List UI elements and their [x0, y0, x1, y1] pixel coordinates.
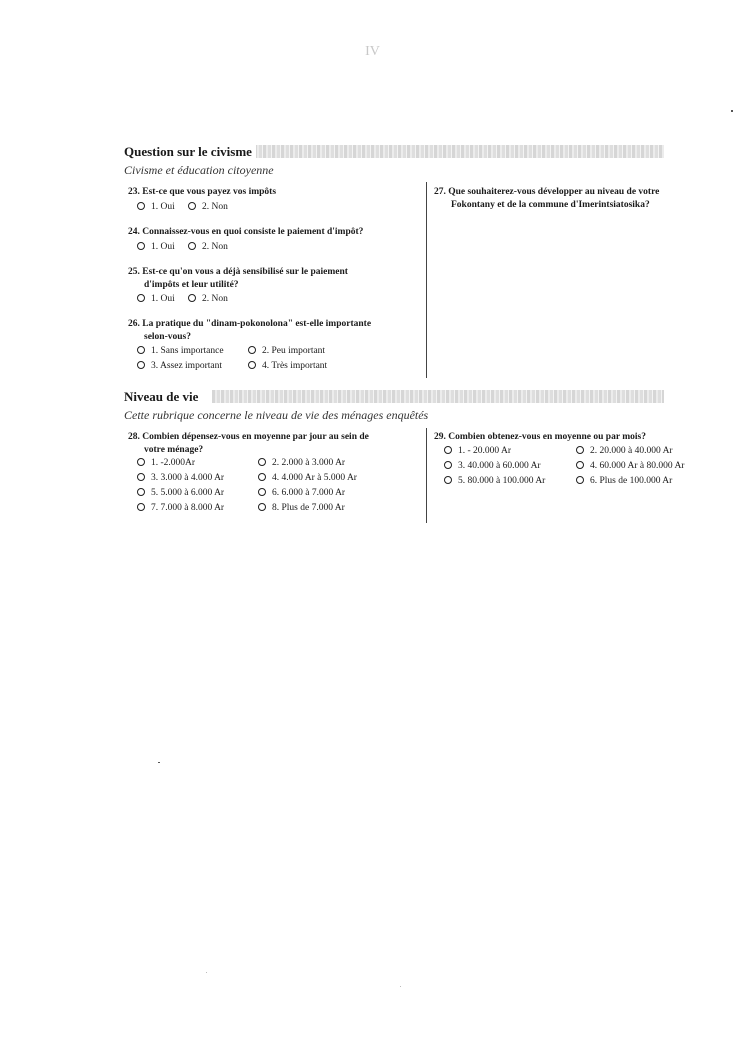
option-label: 3. 40.000 à 60.000 Ar	[458, 461, 541, 471]
option[interactable]	[258, 472, 357, 485]
option-label: 2. 20.000 à 40.000 Ar	[590, 446, 673, 456]
page-number: IV	[365, 44, 380, 59]
question-26	[128, 318, 418, 344]
option-label: 1. Oui	[151, 294, 175, 304]
radio-icon[interactable]	[576, 461, 584, 469]
radio-icon[interactable]	[137, 473, 145, 481]
option-label: 1. - 20.000 Ar	[458, 446, 512, 456]
radio-icon[interactable]	[576, 446, 584, 454]
section-subtitle: Cette rubrique concerne le niveau de vie des ménages enquêtés	[124, 408, 429, 422]
option-label: 2. Non	[202, 202, 228, 212]
option[interactable]	[188, 293, 228, 306]
radio-icon[interactable]	[248, 346, 256, 354]
option[interactable]	[188, 241, 228, 254]
option[interactable]	[137, 457, 195, 470]
option[interactable]	[137, 345, 224, 358]
option-label: 1. Sans importance	[151, 346, 224, 356]
question-24: 24. Connaissez-vous en quoi consiste le paiement d'impôt?	[128, 227, 364, 237]
option-label: 2. Peu important	[262, 346, 326, 356]
section-subtitle: Civisme et éducation citoyenne	[124, 163, 274, 177]
option-label: 1. Oui	[151, 202, 175, 212]
column-divider	[426, 182, 427, 378]
scan-speck	[731, 110, 733, 112]
option[interactable]	[444, 460, 541, 473]
scan-speck	[158, 762, 160, 763]
option[interactable]	[137, 502, 224, 515]
question-29: 29. Combien obtenez-vous en moyenne ou par mois?	[434, 432, 646, 442]
question-line: 27. Que souhaiterez-vous développer au niveau de votre	[434, 187, 660, 197]
option[interactable]	[137, 241, 175, 254]
radio-icon[interactable]	[137, 242, 145, 250]
option-label: 2. Non	[202, 294, 228, 304]
question-23: 23. Est-ce que vous payez vos impôts	[128, 187, 277, 197]
question-24-options	[137, 241, 337, 255]
option-label: 1. Oui	[151, 242, 175, 252]
option[interactable]	[248, 360, 327, 373]
option[interactable]	[576, 475, 672, 488]
option[interactable]	[444, 475, 545, 488]
radio-icon[interactable]	[258, 503, 266, 511]
question-25-options	[137, 293, 337, 307]
option-label: 5. 5.000 à 6.000 Ar	[151, 488, 225, 498]
option[interactable]	[576, 445, 673, 458]
option[interactable]	[576, 460, 684, 473]
radio-icon[interactable]	[444, 446, 452, 454]
radio-icon[interactable]	[137, 346, 145, 354]
radio-icon[interactable]	[188, 242, 196, 250]
option-label: 2. Non	[202, 242, 228, 252]
option[interactable]	[137, 360, 222, 373]
radio-icon[interactable]	[137, 361, 145, 369]
question-28-options	[137, 457, 422, 517]
option[interactable]	[258, 487, 345, 500]
radio-icon[interactable]	[258, 488, 266, 496]
radio-icon[interactable]	[576, 476, 584, 484]
section-title: Question sur le civisme	[124, 144, 256, 159]
option[interactable]	[137, 201, 175, 214]
header-shading	[212, 390, 664, 403]
column-divider	[426, 428, 427, 523]
scan-speck	[206, 972, 207, 973]
radio-icon[interactable]	[137, 458, 145, 466]
radio-icon[interactable]	[188, 202, 196, 210]
option[interactable]	[248, 345, 325, 358]
section-header-civisme	[124, 143, 664, 161]
section-title: Niveau de vie	[124, 389, 202, 404]
scan-speck	[400, 986, 401, 987]
question-line: 28. Combien dépensez-vous en moyenne par jour au sein de	[128, 432, 369, 442]
radio-icon[interactable]	[248, 361, 256, 369]
question-28	[128, 431, 423, 457]
option-label: 8. Plus de 7.000 Ar	[272, 503, 345, 513]
option[interactable]	[137, 293, 175, 306]
option-label: 6. Plus de 100.000 Ar	[590, 476, 673, 486]
option[interactable]	[444, 445, 511, 458]
radio-icon[interactable]	[188, 294, 196, 302]
question-line: votre ménage?	[144, 445, 204, 455]
option-label: 4. 4.000 Ar à 5.000 Ar	[272, 473, 357, 483]
question-27	[434, 186, 724, 212]
question-line: selon-vous?	[144, 332, 191, 342]
option-label: 3. 3.000 à 4.000 Ar	[151, 473, 225, 483]
question-26-options	[137, 345, 407, 375]
question-23-options	[137, 201, 337, 215]
option-label: 3. Assez important	[151, 361, 222, 371]
option[interactable]	[137, 487, 224, 500]
section-header-niveau-de-vie	[124, 388, 664, 406]
option-label: 2. 2.000 à 3.000 Ar	[272, 458, 346, 468]
question-line: d'impôts et leur utilité?	[144, 280, 239, 290]
option-label: 4. Très important	[262, 361, 328, 371]
option-label: 4. 60.000 Ar à 80.000 Ar	[590, 461, 685, 471]
radio-icon[interactable]	[444, 476, 452, 484]
question-25	[128, 266, 418, 292]
question-line: Fokontany et de la commune d'Imerintsiatosika?	[451, 200, 650, 210]
option-label: 7. 7.000 à 8.000 Ar	[151, 503, 225, 513]
radio-icon[interactable]	[137, 202, 145, 210]
radio-icon[interactable]	[137, 488, 145, 496]
radio-icon[interactable]	[258, 473, 266, 481]
radio-icon[interactable]	[137, 294, 145, 302]
question-line: 25. Est-ce qu'on vous a déjà sensibilisé sur le paiement	[128, 267, 348, 277]
radio-icon[interactable]	[137, 503, 145, 511]
question-line: 26. La pratique du "dinam-pokonolona" est-elle importante	[128, 319, 372, 329]
question-29-options	[444, 445, 739, 490]
radio-icon[interactable]	[444, 461, 452, 469]
radio-icon[interactable]	[258, 458, 266, 466]
option[interactable]	[188, 201, 228, 214]
option[interactable]	[137, 472, 224, 485]
option[interactable]	[258, 502, 345, 515]
option[interactable]	[258, 457, 345, 470]
option-label: 5. 80.000 à 100.000 Ar	[458, 476, 546, 486]
header-shading	[254, 145, 664, 158]
option-label: 6. 6.000 à 7.000 Ar	[272, 488, 346, 498]
option-label: 1. -2.000Ar	[151, 458, 196, 468]
